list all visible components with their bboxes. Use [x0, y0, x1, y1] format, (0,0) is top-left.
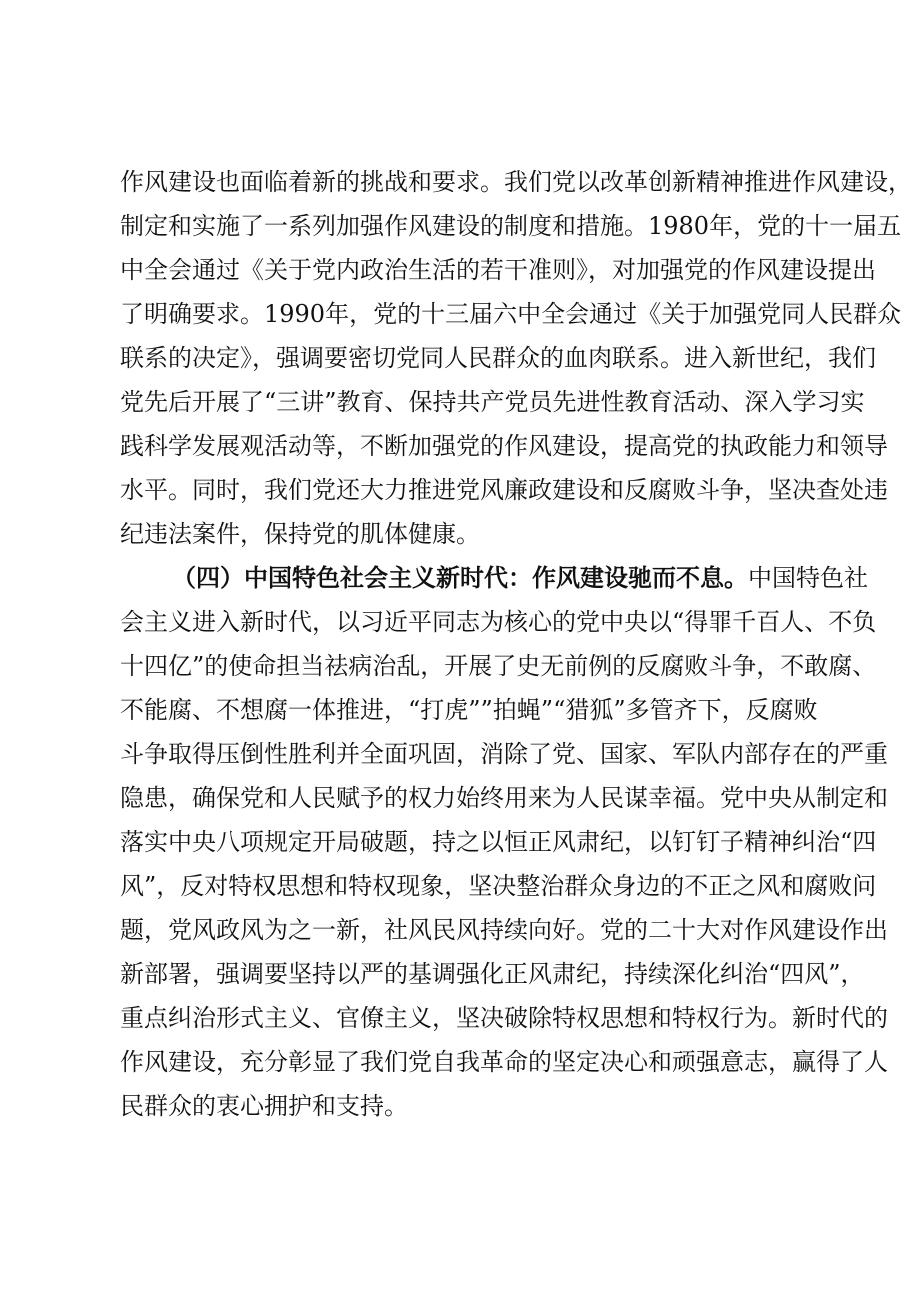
- text-line: 作风建设也面临着新的挑战和要求。我们党以改革创新精神推进作风建设，: [120, 168, 912, 196]
- text-line: 纪违法案件，保持党的肌体健康。: [120, 520, 480, 548]
- section-heading: （四）中国特色社会主义新时代：作风建设驰而不息。: [172, 563, 748, 592]
- text-line: 制定和实施了一系列加强作风建设的制度和措施。1980年，党的十一届五: [120, 212, 902, 240]
- text-line: 风”，反对特权思想和特权现象，坚决整治群众身边的不正之风和腐败问: [120, 872, 877, 900]
- text-line: 作风建设，充分彰显了我们党自我革命的坚定决心和顽强意志，赢得了人: [120, 1048, 888, 1076]
- text-line: 题，党风政风为之一新，社风民风持续向好。党的二十大对作风建设作出: [120, 916, 888, 944]
- text-line: 斗争取得压倒性胜利并全面巩固，消除了党、国家、军队内部存在的严重: [120, 740, 888, 768]
- text-line: 落实中央八项规定开局破题，持之以恒正风肃纪，以钉钉子精神纠治“四: [120, 828, 877, 856]
- text-line: 不能腐、不想腐一体推进，“打虎””拍蝇”“猎狐”多管齐下，反腐败: [120, 696, 818, 724]
- text-line: 践科学发展观活动等，不断加强党的作风建设，提高党的执政能力和领导: [120, 432, 888, 460]
- paragraph-2: [120, 556, 888, 1128]
- text-line: 隐患，确保党和人民赋予的权力始终用来为人民谋幸福。党中央从制定和: [120, 784, 888, 812]
- text-line: 党先后开展了“三讲”教育、保持共产党员先进性教育活动、深入学习实: [120, 388, 865, 416]
- text-fragment: 中国特色社: [748, 564, 868, 592]
- text-line-with-heading: [120, 556, 868, 600]
- text-line: 联系的决定》，强调要密切党同人民群众的血肉联系。进入新世纪，我们: [120, 344, 876, 372]
- body-text: [120, 160, 912, 1128]
- text-line: 水平。同时，我们党还大力推进党风廉政建设和反腐败斗争，坚决查处违: [120, 476, 888, 504]
- text-line: 民群众的衷心拥护和支持。: [120, 1092, 408, 1120]
- text-line: 重点纠治形式主义、官僚主义，坚决破除特权思想和特权行为。新时代的: [120, 1004, 888, 1032]
- paragraph-1: [120, 160, 912, 556]
- text-line: 中全会通过《关于党内政治生活的若干准则》，对加强党的作风建设提出: [120, 256, 876, 284]
- text-line: 十四亿”的使命担当祛病治乱，开展了史无前例的反腐败斗争，不敢腐、: [120, 652, 877, 680]
- text-line: 了明确要求。1990年，党的十三届六中全会通过《关于加强党同人民群众: [120, 300, 902, 328]
- text-line: 新部署，强调要坚持以严的基调强化正风肃纪，持续深化纠治“四风”，: [120, 960, 865, 988]
- text-line: 会主义进入新时代，以习近平同志为核心的党中央以“得罪千百人、不负: [120, 608, 877, 636]
